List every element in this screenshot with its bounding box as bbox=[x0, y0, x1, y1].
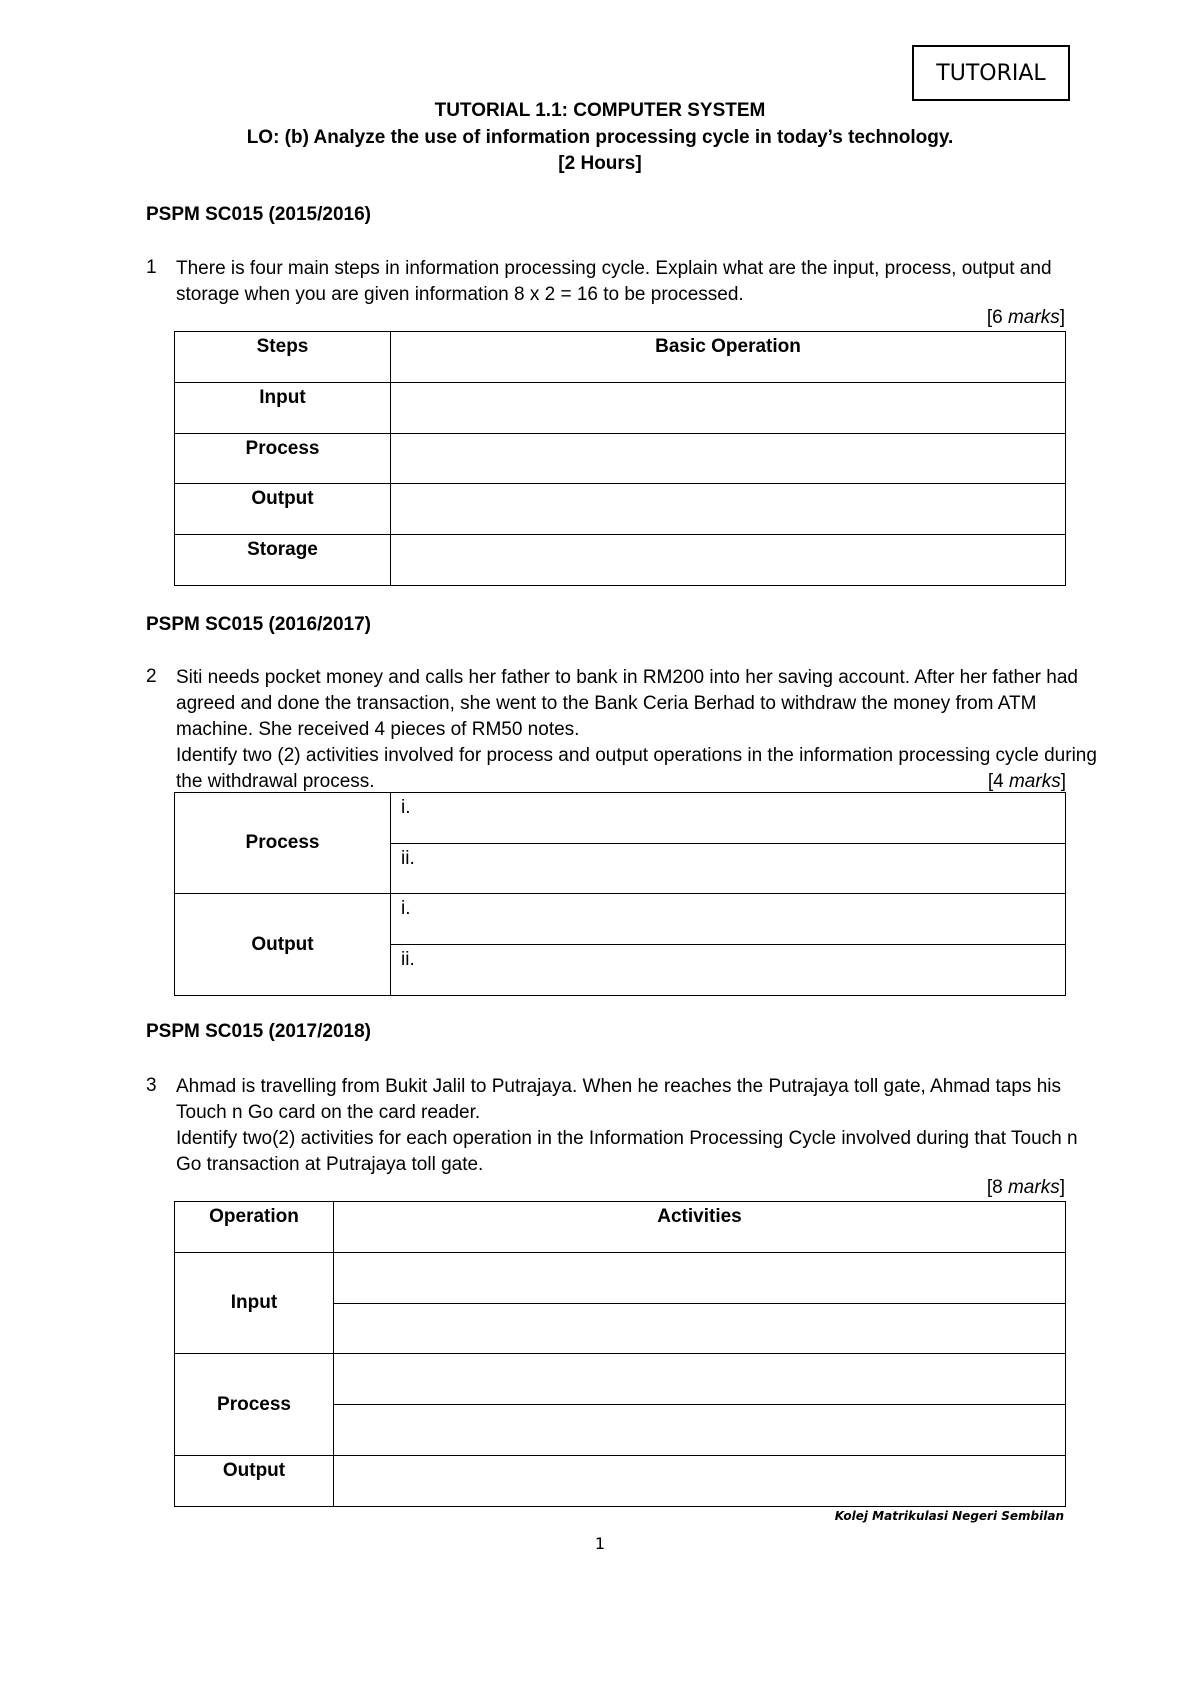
q2-answer-table bbox=[174, 792, 1066, 996]
column-header-activities: Activities bbox=[334, 1202, 1066, 1253]
answer-cell-process-i[interactable]: i. bbox=[391, 793, 1066, 844]
duration: [2 Hours] bbox=[558, 153, 642, 174]
section-heading-q1: PSPM SC015 (2015/2016) bbox=[146, 204, 371, 225]
answer-cell-output[interactable] bbox=[334, 1456, 1066, 1507]
question-number-3: 3 bbox=[146, 1075, 157, 1096]
question-line: agreed and done the transaction, she went to the Bank Ceria Berhad to withdraw the money from ATM bbox=[176, 693, 1037, 714]
answer-cell-output-ii[interactable]: ii. bbox=[391, 945, 1066, 996]
page-title: TUTORIAL 1.1: COMPUTER SYSTEM bbox=[434, 100, 766, 121]
tutorial-badge: TUTORIAL bbox=[912, 45, 1070, 101]
page-number: 1 bbox=[594, 1534, 606, 1553]
row-label-storage: Storage bbox=[175, 535, 391, 586]
column-header-steps: Steps bbox=[175, 332, 391, 383]
row-label-output: Output bbox=[175, 894, 391, 996]
question-line: Go transaction at Putrajaya toll gate. bbox=[176, 1154, 484, 1175]
question-text-1 bbox=[176, 256, 1066, 308]
answer-cell-output[interactable] bbox=[391, 484, 1066, 535]
column-header-basic-operation: Basic Operation bbox=[391, 332, 1066, 383]
question-line: Identify two(2) activities for each operation in the Information Processing Cycle involved during that Touch n bbox=[176, 1128, 1078, 1149]
answer-cell-input-1[interactable] bbox=[334, 1253, 1066, 1304]
answer-cell-input[interactable] bbox=[391, 383, 1066, 434]
question-line: machine. She received 4 pieces of RM50 notes. bbox=[176, 719, 580, 740]
question-line: Touch n Go card on the card reader. bbox=[176, 1102, 481, 1123]
answer-cell-process-ii[interactable]: ii. bbox=[391, 844, 1066, 894]
question-line: storage when you are given information 8 x 2 = 16 to be processed. bbox=[176, 284, 744, 305]
marks-q2: [4 marks] bbox=[987, 771, 1066, 792]
row-label-process: Process bbox=[175, 434, 391, 484]
learning-outcome: LO: (b) Analyze the use of information processing cycle in today’s technology. bbox=[246, 127, 954, 148]
answer-cell-input-2[interactable] bbox=[334, 1304, 1066, 1354]
question-line: There is four main steps in information processing cycle. Explain what are the input, process, output and bbox=[176, 258, 1052, 279]
answer-cell-process-2[interactable] bbox=[334, 1405, 1066, 1456]
section-heading-q3: PSPM SC015 (2017/2018) bbox=[146, 1021, 371, 1042]
answer-cell-process-1[interactable] bbox=[334, 1354, 1066, 1405]
q1-answer-table bbox=[174, 331, 1066, 586]
row-label-process: Process bbox=[175, 793, 391, 894]
footer-school-name: Kolej Matrikulasi Negeri Sembilan bbox=[834, 1509, 1064, 1523]
marks-q3: [8 marks] bbox=[986, 1177, 1065, 1198]
question-text-2 bbox=[176, 665, 1097, 795]
marks-q1: [6 marks] bbox=[986, 307, 1065, 328]
question-number-2: 2 bbox=[146, 666, 157, 687]
question-line: Ahmad is travelling from Bukit Jalil to Putrajaya. When he reaches the Putrajaya toll gate, Ahmad taps his bbox=[176, 1076, 1062, 1097]
row-label-process: Process bbox=[175, 1354, 334, 1456]
answer-cell-storage[interactable] bbox=[391, 535, 1066, 586]
question-line: Siti needs pocket money and calls her father to bank in RM200 into her saving account. After her father had bbox=[176, 667, 1078, 688]
row-label-input: Input bbox=[175, 1253, 334, 1354]
answer-cell-process[interactable] bbox=[391, 434, 1066, 484]
question-number-1: 1 bbox=[146, 257, 157, 278]
question-text-3 bbox=[176, 1074, 1078, 1178]
row-label-output: Output bbox=[175, 484, 391, 535]
row-label-output: Output bbox=[175, 1456, 334, 1507]
section-heading-q2: PSPM SC015 (2016/2017) bbox=[146, 614, 371, 635]
column-header-operation: Operation bbox=[175, 1202, 334, 1253]
question-line: Identify two (2) activities involved for process and output operations in the information processing cycle during bbox=[176, 745, 1097, 766]
question-line-last: the withdrawal process. [4 marks] bbox=[176, 769, 1066, 795]
q3-answer-table bbox=[174, 1201, 1066, 1507]
row-label-input: Input bbox=[175, 383, 391, 434]
answer-cell-output-i[interactable]: i. bbox=[391, 894, 1066, 945]
